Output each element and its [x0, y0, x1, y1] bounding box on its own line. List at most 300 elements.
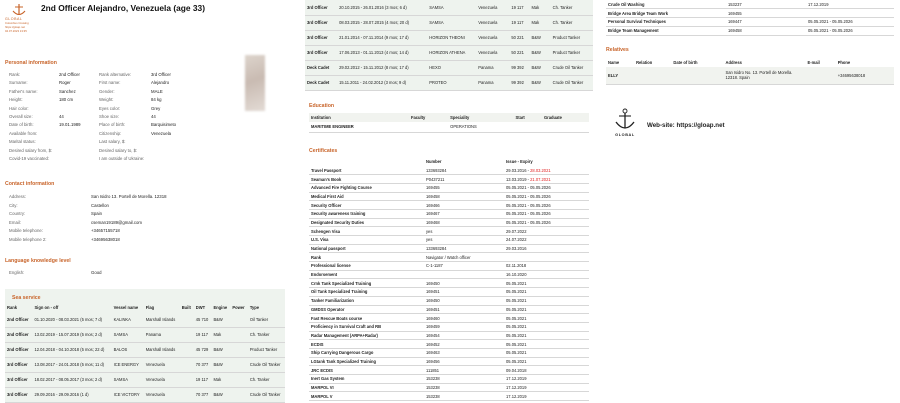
contact-info-list: [9, 193, 209, 244]
sea-service-cell: Ch. Tanker: [248, 372, 285, 387]
sea-service-cell: Venezuela: [476, 45, 504, 60]
certificates-table: [309, 157, 589, 401]
certificate-name: Bridge Team Management: [606, 26, 726, 35]
sea-service-cell: 99 392: [509, 75, 529, 90]
certificate-row: [309, 331, 589, 340]
certificate-name: Inert Gas System: [309, 375, 424, 384]
info-row: [9, 88, 99, 96]
sea-service-cell: [230, 312, 247, 327]
certificate-number: 169459: [424, 322, 504, 331]
sea-service-cell: 3rd Officer: [5, 357, 32, 372]
certificate-number: 169456: [424, 357, 504, 366]
info-label: Eyes color:: [99, 105, 121, 111]
sea-service-cell: 70 377: [194, 387, 212, 402]
sea-service-cell: [230, 387, 247, 402]
sea-service-cell: Product Tanker: [551, 30, 593, 45]
certificate-number: yes: [424, 227, 504, 236]
sea-service-cell: 50 221: [509, 30, 529, 45]
info-value: Good: [91, 270, 102, 275]
sea-service-cell: Crude Oil Tanker: [551, 75, 593, 90]
personal-info-left: [9, 71, 99, 163]
column-header: Graduate: [543, 115, 562, 120]
info-label: Email:: [9, 219, 21, 225]
footer-website: [647, 122, 725, 129]
sea-service-cell: ICE ENERGY: [112, 357, 144, 372]
certificate-issue: 05.05.2021: [506, 358, 527, 364]
info-row: [99, 121, 209, 129]
education-cell: [513, 122, 541, 132]
certificate-dates: [504, 366, 589, 375]
certificates-title: Certificates: [309, 148, 338, 154]
sea-service-cell: Deck Cadet: [305, 75, 337, 90]
logo-date: 04.07.2023 13:35: [5, 29, 27, 33]
info-row: [9, 210, 209, 219]
certificate-row: [309, 296, 589, 305]
certificate-issue: 02.11.2018: [506, 263, 527, 269]
info-row: [9, 219, 209, 228]
certificate-number: 169452: [424, 340, 504, 349]
candidate-photo: [245, 55, 265, 111]
sea-service-cell: 2nd Officer: [5, 312, 32, 327]
logo-text: GLOBAL: [5, 17, 23, 21]
resume-page-2: [305, 0, 593, 403]
sea-service-cell: Venezuela: [476, 30, 504, 45]
sea-service-cell: 3rd Officer: [305, 15, 337, 30]
sea-service-cell: Ch. Tanker: [248, 327, 285, 342]
info-value: 180 cm: [59, 97, 74, 103]
certificate-number: Navigator / Watch officer: [424, 253, 504, 262]
info-row: [99, 130, 209, 138]
certificate-number: 153237: [726, 0, 806, 9]
column-header: Date of birth: [673, 60, 698, 65]
sea-service-cell: 13.08.2017 - 24.01.2018 (5 mos; 11 d): [32, 357, 111, 372]
certificate-row: [309, 244, 589, 253]
certificate-number: 111851: [424, 366, 504, 375]
sea-service-cell: B&W: [211, 312, 230, 327]
language-list: [9, 269, 209, 278]
info-label: Available from:: [9, 130, 38, 136]
certificate-name: Professional license: [309, 262, 424, 271]
certificate-row: [606, 18, 894, 27]
certificate-row: [309, 279, 589, 288]
sea-service-row: [5, 312, 285, 327]
info-row: [99, 113, 209, 121]
info-label: Overall size:: [9, 113, 33, 119]
info-row: [99, 71, 209, 79]
certificate-row: [309, 183, 589, 192]
certificate-issue: 13.03.2019 -: [506, 176, 531, 182]
sea-service-cell: 13.02.2019 - 15.07.2019 (5 mos; 2 d): [32, 327, 111, 342]
certificate-issue: 05.05.2021: [506, 280, 527, 286]
certificate-row: [309, 322, 589, 331]
certificate-issue: 29.03.2016 -: [506, 167, 531, 173]
certificate-dates: [504, 227, 589, 236]
info-row: [99, 138, 209, 146]
info-label: Height:: [9, 97, 23, 103]
info-value: 2nd Officer: [59, 72, 80, 77]
certificate-issue: 16.10.2020: [506, 272, 527, 278]
certificate-row: [309, 253, 589, 262]
sea-service-cell: B&W: [530, 45, 546, 60]
certificate-name: Oil Tank Specialized Training: [309, 288, 424, 297]
relative-cell: [634, 67, 671, 84]
website-link[interactable]: https://gloap.net: [676, 122, 725, 129]
sea-service-cell: 18.02.2017 - 08.05.2017 (3 mos; 2 d): [32, 372, 111, 387]
sea-service-cell: Oil Tanker: [248, 312, 285, 327]
sea-service-cell: Product Tanker: [551, 45, 593, 60]
certificate-row: [309, 305, 589, 314]
info-value: cseman19189@gmail.com: [91, 219, 142, 225]
info-label: City:: [9, 202, 18, 208]
certificate-row: [309, 166, 589, 175]
sea-service-cell: 19 117: [194, 372, 212, 387]
info-label: English:: [9, 270, 25, 275]
certificate-name: Proficiency in Survival Craft and RB: [309, 322, 424, 331]
certificate-name: ECDIS: [309, 340, 424, 349]
certificate-issue: 05.05.2021: [506, 315, 527, 321]
certificate-row: [309, 314, 589, 323]
sea-service-cell: 17.06.2013 - 01.11.2013 (4 mos; 14 d): [337, 45, 427, 60]
certificate-name: MARPOL VI: [309, 383, 424, 392]
personal-info-title: Personal information: [5, 60, 57, 66]
sea-service-cell: Venezuela: [476, 15, 504, 30]
certificate-row: [309, 288, 589, 297]
certificate-issue: 05.05.2021 - 05.05.2026: [506, 193, 551, 199]
sea-service-cell: 15.11.2011 - 24.02.2012 (3 mos; 9 d): [337, 75, 427, 90]
column-header: Phone: [837, 60, 851, 65]
info-value: Castellon: [91, 202, 109, 208]
relative-cell: ELLY: [606, 67, 634, 84]
sea-service-cell: Panama: [144, 327, 180, 342]
relatives-title: Relatives: [606, 47, 629, 53]
column-header: Number: [426, 159, 442, 164]
resume-page-1: [0, 0, 288, 403]
certificate-issue: 05.05.2021 - 05.05.2026: [506, 202, 551, 208]
sea-service-cell: PROTEO: [427, 75, 476, 90]
certificate-dates: [504, 322, 589, 331]
info-label: I am outside of Ukraine:: [99, 155, 145, 161]
language-title: Language knowledge level: [5, 258, 71, 264]
info-value: 19.01.1989: [59, 122, 81, 128]
education-cell: [542, 122, 589, 132]
certificate-name: MARPOL V: [309, 392, 424, 401]
certificate-dates: [504, 383, 589, 392]
info-label: Shoe size:: [99, 113, 120, 119]
sea-service-cell: Deck Cadet: [305, 60, 337, 75]
certificate-row: [309, 236, 589, 245]
certificate-number: 169455: [726, 9, 806, 18]
info-label: Mobile telephone 2:: [9, 236, 47, 242]
info-label: Gender:: [99, 88, 115, 94]
sea-service-cell: 3rd Officer: [5, 372, 32, 387]
anchor-icon: [614, 108, 636, 132]
info-label: Date of birth:: [9, 122, 34, 128]
sea-service-cell: Venezuela: [476, 0, 504, 15]
info-row: [9, 79, 99, 87]
sea-service-cell: 12.04.2018 - 04.10.2018 (5 mos; 22 d): [32, 342, 111, 357]
certificate-number: P0437211: [424, 175, 504, 184]
certificate-number: 169467: [424, 209, 504, 218]
info-row: [9, 113, 99, 121]
sea-service-cell: 20.10.2015 - 26.01.2016 (3 mos; 6 d): [337, 0, 427, 15]
certificate-name: Security awareness training: [309, 209, 424, 218]
personal-info-right: [99, 71, 209, 163]
sea-service-cell: 3rd Officer: [5, 387, 32, 402]
certificate-row: [606, 26, 894, 35]
info-label: Rank alternative:: [99, 72, 132, 77]
certificate-issue: 05.05.2021 - 05.05.2026: [506, 185, 551, 191]
relative-cell: [806, 67, 836, 84]
sea-service-cell: ICE VICTORY: [112, 387, 144, 402]
info-row: [9, 202, 209, 211]
certificate-name: Crnk Tank Specialized Training: [309, 279, 424, 288]
info-value: Alejandro: [151, 80, 170, 86]
info-label: Covid-19 vaccinated:: [9, 155, 50, 161]
certificate-name: JRC ECDIS: [309, 366, 424, 375]
info-label: Mobile telephone:: [9, 228, 43, 233]
certificate-name: Designated Security Duties: [309, 218, 424, 227]
column-header: Flag: [145, 305, 155, 310]
certificate-name: Seaman's Book: [309, 175, 424, 184]
sea-service-cell: Venezuela: [144, 387, 180, 402]
info-row: [9, 227, 209, 236]
certificate-dates: [504, 279, 589, 288]
relative-row: [606, 67, 894, 84]
certificate-dates: [504, 209, 589, 218]
certificate-dates: [504, 218, 589, 227]
company-logo: [5, 3, 35, 33]
sea-service-cell: 70 377: [194, 357, 212, 372]
certificate-row: [309, 209, 589, 218]
info-row: [9, 138, 99, 146]
certificate-name: Bridge Area Bridge Team Work: [606, 9, 726, 18]
education-cell: MARITIME ENGINEER: [309, 122, 409, 132]
info-label: Marital status:: [9, 139, 36, 145]
sea-service-cell: KALINKA: [112, 312, 144, 327]
certificate-name: National passport: [309, 244, 424, 253]
sea-service-cell: [180, 342, 194, 357]
certificate-dates: [504, 253, 589, 262]
certificate-number: 153238: [424, 383, 504, 392]
sea-service-cell: Crude Oil Tanker: [248, 387, 285, 402]
sea-service-cell: 08.03.2015 - 28.07.2015 (4 mos; 20 d): [337, 15, 427, 30]
sea-service-cell: Mak: [211, 372, 230, 387]
info-value: 44: [59, 113, 64, 119]
column-header: Address: [725, 60, 742, 65]
sea-service-cell: 45 710: [194, 312, 212, 327]
certificate-issue: 05.05.2021: [506, 289, 527, 295]
website-label: Web-site:: [647, 122, 675, 129]
sea-service-cell: B&W: [530, 75, 546, 90]
certificate-expiry-expired: 28.03.2021: [530, 167, 551, 173]
sea-service-cell: 19 117: [509, 15, 529, 30]
column-header: Start: [515, 115, 525, 120]
info-label: Surname:: [9, 80, 28, 86]
certificate-number: 169450: [424, 279, 504, 288]
certificate-row: [309, 218, 589, 227]
info-row: [9, 96, 99, 104]
info-label: Last salary, $:: [99, 139, 126, 145]
certificate-name: Radar Management (ARPA+Radar): [309, 331, 424, 340]
certificate-name: Medical First Aid: [309, 192, 424, 201]
info-label: Rank:: [9, 72, 21, 77]
certificate-row: [309, 340, 589, 349]
sea-service-cell: Marshall Islands: [144, 312, 180, 327]
info-row: [9, 71, 99, 79]
certificate-dates: [504, 375, 589, 384]
certificate-row: [309, 348, 589, 357]
certificate-issue: 05.05.2021 - 05.05.2026: [506, 211, 551, 217]
sea-service-cell: Product Tanker: [248, 342, 285, 357]
sea-service-cell: 2nd Officer: [5, 342, 32, 357]
info-row: [99, 147, 209, 155]
certificate-dates: [504, 314, 589, 323]
relatives-table: [606, 58, 894, 85]
certificate-row: [309, 201, 589, 210]
column-header: Sign on - off: [34, 305, 59, 310]
education-row: [309, 122, 589, 132]
page-title: 2nd Officer Alejandro, Venezuela (age 33): [41, 3, 205, 13]
certificate-row: [606, 9, 894, 18]
sea-service-cell: [180, 357, 194, 372]
sea-service-row: [305, 60, 593, 75]
certificate-number: 169451: [424, 288, 504, 297]
info-value: MALE: [151, 88, 163, 94]
info-value: Sanchez: [59, 88, 76, 94]
sea-service-cell: [180, 372, 194, 387]
column-header: Power: [232, 305, 245, 310]
sea-service-cell: Ch. Tanker: [551, 0, 593, 15]
certificate-dates: [504, 348, 589, 357]
anchor-icon: [11, 3, 27, 17]
certificate-row: [309, 392, 589, 401]
certificate-number: yes: [424, 236, 504, 245]
sea-service-cell: 29.02.2012 - 15.11.2012 (8 mos; 17 d): [337, 60, 427, 75]
certificate-number: 169458: [424, 192, 504, 201]
certificate-dates: [504, 340, 589, 349]
certificate-issue: 24.07.2022: [506, 237, 527, 243]
sea-service-cell: B&W: [211, 342, 230, 357]
info-label: Weight:: [99, 97, 114, 103]
certificate-dates: [504, 270, 589, 279]
sea-service-cell: B&W: [211, 357, 230, 372]
sea-service-row: [305, 30, 593, 45]
sea-service-cell: Venezuela: [144, 357, 180, 372]
certificate-issue: 29.03.2016: [506, 246, 527, 252]
certificate-name: Fast Rescue Boats course: [309, 314, 424, 323]
certificate-number: 169466: [424, 201, 504, 210]
certificate-issue: 05.05.2021: [506, 324, 527, 330]
info-row: [9, 147, 99, 155]
column-header: Vessel name: [113, 305, 139, 310]
sea-service-cell: B&W: [211, 387, 230, 402]
certificate-name: Endorsement: [309, 270, 424, 279]
info-label: Hair color:: [9, 105, 29, 111]
info-row: [9, 105, 99, 113]
certificate-name: Advanced Fire Fighting Course: [309, 183, 424, 192]
certificate-row: [309, 262, 589, 271]
info-label: Place of birth:: [99, 122, 126, 128]
sea-service-row: [5, 342, 285, 357]
info-value: San Isidro 13. Portell de Morella. 12318: [91, 194, 167, 199]
certificate-name: Personal Survival Techniques: [606, 18, 726, 27]
certificate-dates: [504, 183, 589, 192]
certificate-number: 133693284: [424, 166, 504, 175]
certificate-number: 169450: [424, 296, 504, 305]
sea-service-table: [5, 303, 285, 403]
column-header: Engine: [213, 305, 228, 310]
column-header: Rank: [7, 305, 18, 310]
sea-service-cell: Panama: [476, 75, 504, 90]
sea-service-cell: B&W: [530, 60, 546, 75]
info-row: [9, 269, 209, 278]
info-label: Country:: [9, 211, 26, 216]
certificate-issue: 05.05.2021: [506, 350, 527, 356]
info-label: First name:: [99, 80, 121, 86]
sea-service-cell: Marshall Islands: [144, 342, 180, 357]
certificate-row: [606, 0, 894, 9]
certificate-name: Schengen Visa: [309, 227, 424, 236]
certificate-name: Travel Passport: [309, 166, 424, 175]
info-row: [99, 88, 209, 96]
sea-service-cell: 19 117: [509, 0, 529, 15]
certificate-row: [309, 192, 589, 201]
info-label: Father's name:: [9, 88, 38, 94]
sea-service-cell: Crude Oil Tanker: [551, 60, 593, 75]
sea-service-cell: [180, 327, 194, 342]
info-label: Desired salary from, $:: [9, 147, 53, 153]
sea-service-cell: Mak: [530, 15, 546, 30]
info-value: 84 kg: [151, 97, 162, 103]
column-header: Issue - Expiry: [506, 159, 533, 164]
sea-service-cell: [230, 342, 247, 357]
education-table: [309, 113, 589, 133]
certificate-dates: [504, 262, 589, 271]
certificate-number: 169447: [726, 18, 806, 27]
sea-service-cell: 29.09.2016 - 29.09.2016 (1 d): [32, 387, 111, 402]
info-label: Citizenship:: [99, 130, 122, 136]
column-header: Built: [181, 305, 191, 310]
sea-service-row: [5, 327, 285, 342]
certificate-number: 169463: [424, 348, 504, 357]
certificate-number: C-1-1187: [424, 262, 504, 271]
certificate-name: Rank: [309, 253, 424, 262]
sea-service-cell: B&W: [530, 30, 546, 45]
certificate-dates: [504, 192, 589, 201]
certificate-name: U.S. Visa: [309, 236, 424, 245]
certificate-issue: 05.05.2021: [506, 341, 527, 347]
sea-service-title: Sea service: [12, 295, 41, 301]
info-row: [99, 155, 209, 163]
sea-service-cell: 50 221: [509, 45, 529, 60]
info-value: Roger: [59, 80, 71, 86]
sea-service-cell: [180, 387, 194, 402]
certificate-dates: [504, 166, 589, 175]
sea-service-section: [5, 289, 285, 403]
info-label: Address:: [9, 194, 26, 199]
relative-cell: [671, 67, 723, 84]
certificate-dates: [504, 357, 589, 366]
column-header: Institution: [311, 115, 331, 120]
column-header: [309, 157, 424, 166]
info-row: [99, 96, 209, 104]
relative-cell: +34695638018: [836, 67, 894, 84]
sea-service-cell: 45 729: [194, 342, 212, 357]
certificate-issue: 05.05.2021 - 05.05.2026: [506, 219, 551, 225]
certificate-dates: [504, 296, 589, 305]
certificate-dates: [504, 331, 589, 340]
certificate-row: [309, 366, 589, 375]
